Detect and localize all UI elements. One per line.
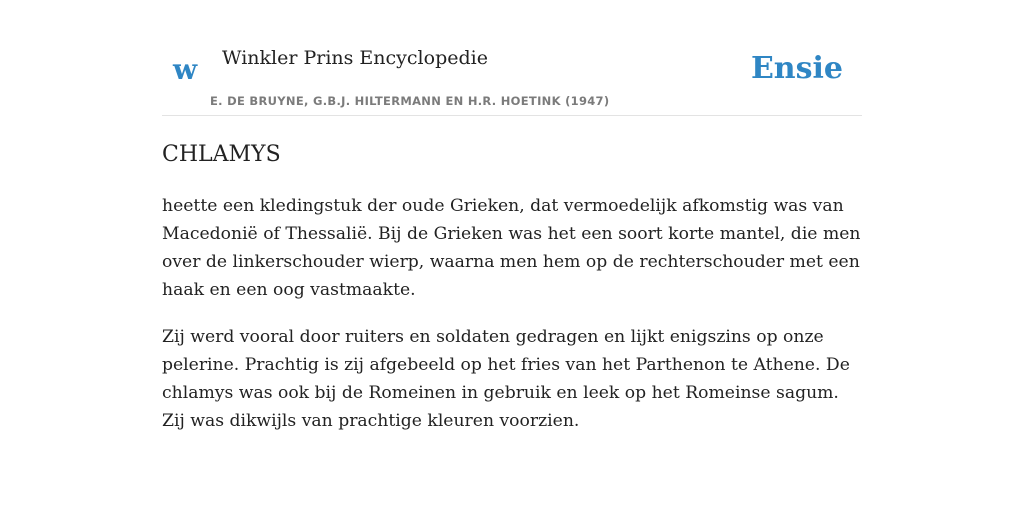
source-authors: E. DE BRUYNE, G.B.J. HILTERMANN EN H.R. HOETINK (1947) — [210, 94, 610, 108]
source-title[interactable]: Winkler Prins Encyclopedie — [222, 47, 488, 69]
entry-content — [162, 192, 862, 454]
entry-paragraph: heette een kledingstuk der oude Grieken, dat vermoedelijk afkomstig was van Macedonië of Thessalië. Bij de Grieken was het een soort korte mantel, die men over de linkerschouder wierp, waarna men hem op de rechterschouder met een haak en een oog vastmaakte. — [162, 196, 861, 300]
source-header — [162, 40, 862, 116]
winkler-prins-logo[interactable]: w — [173, 53, 198, 86]
entry-paragraph: Zij werd vooral door ruiters en soldaten gedragen en lijkt enigszins op onze pelerine. Prachtig is zij afgebeeld op het fries van het Parthenon te Athene. De chlamys was ook bij de Romeinen in gebruik en leek op het Romeinse sagum. Zij was dikwijls van prachtige kleuren voorzien. — [162, 327, 850, 431]
entry-title: CHLAMYS — [162, 142, 281, 167]
ensie-logo[interactable]: Ensie — [750, 51, 843, 86]
